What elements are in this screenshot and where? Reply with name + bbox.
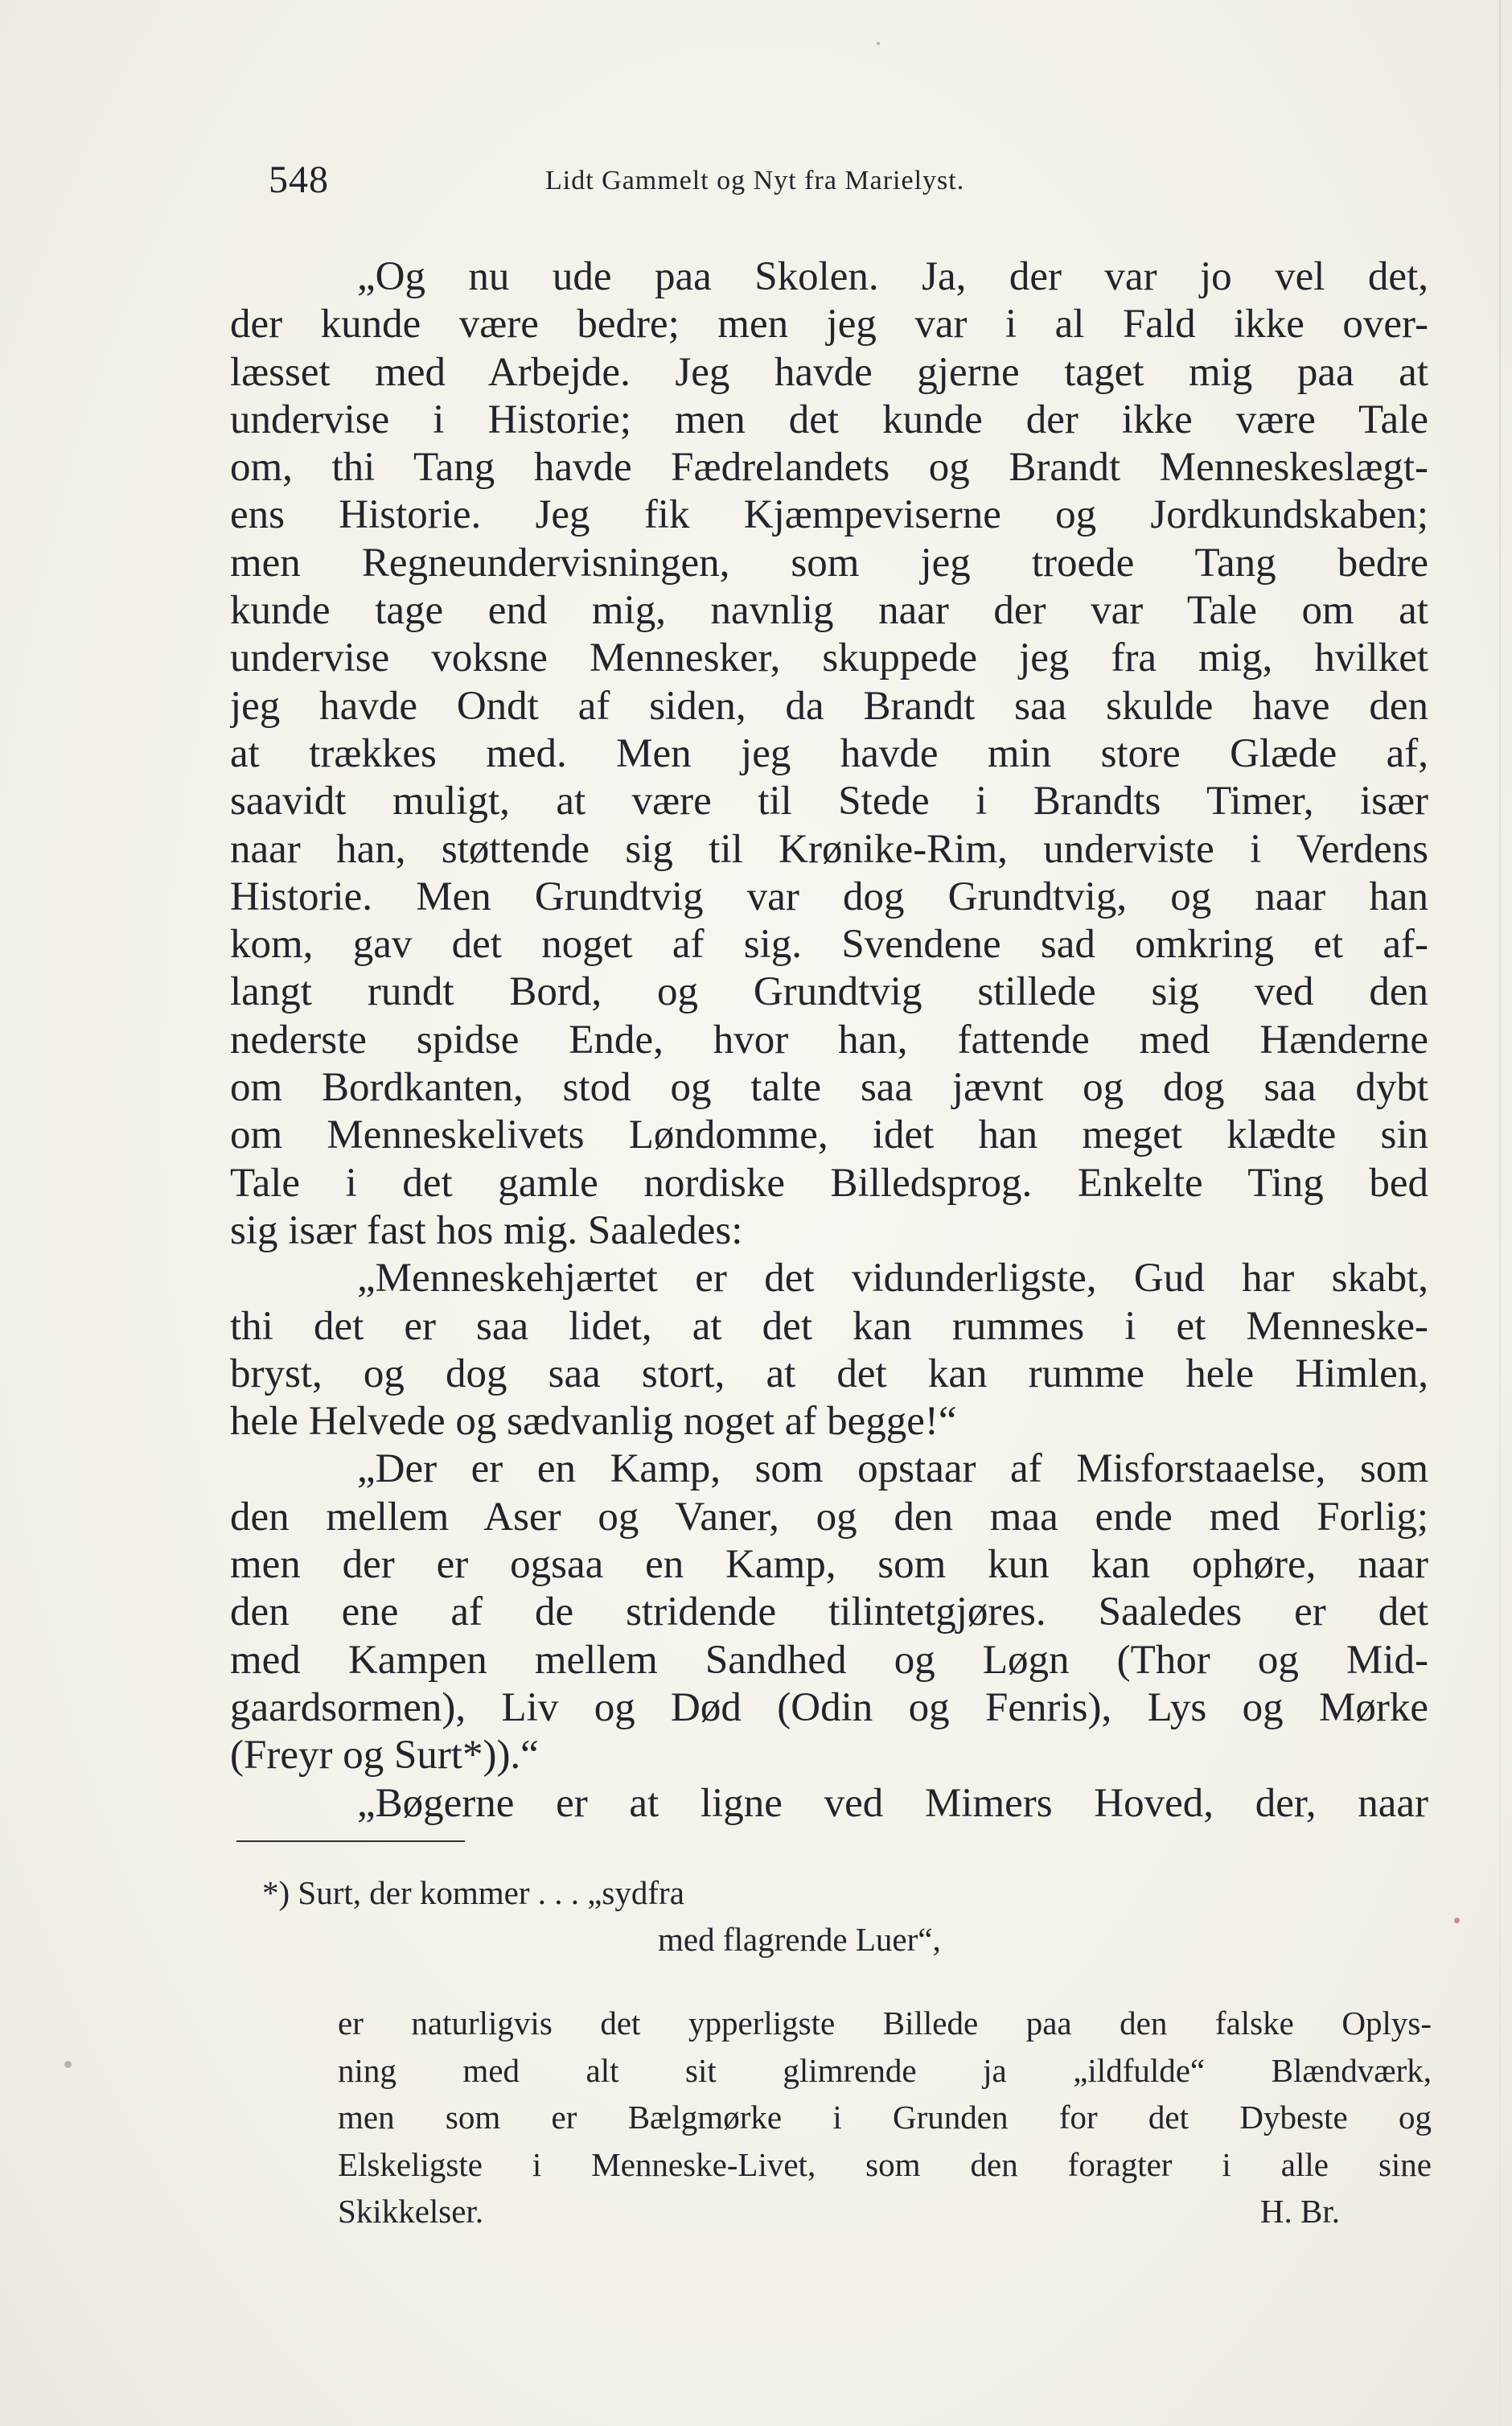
paper-speck bbox=[64, 2061, 72, 2068]
text-line: om Menneskelivets Løndomme, idet han meget klædte sin bbox=[230, 1112, 1428, 1158]
text-line: læsset med Arbejde. Jeg havde gjerne taget mig paa at bbox=[230, 349, 1428, 395]
footnote-body-line: Elskeligste i Menneske-Livet, som den foragter i alle sine bbox=[338, 2145, 1432, 2183]
text-line: kom, gav det noget af sig. Svendene sad omkring et af- bbox=[230, 922, 1428, 968]
text-line: om, thi Tang havde Fædrelandets og Brandt Menneskeslægt- bbox=[230, 445, 1428, 491]
text-line: bryst, og dog saa stort, at det kan rumme hele Himlen, bbox=[230, 1351, 1428, 1396]
text-line: naar han, støttende sig til Krønike-Rim, underviste i Verdens bbox=[230, 826, 1428, 872]
footnote-body bbox=[338, 2000, 1432, 2235]
text-line: om Bordkanten, stod og talte saa jævnt og dog saa dybt bbox=[230, 1065, 1428, 1111]
text-line: ens Historie. Jeg fik Kjæmpeviserne og Jordkundskaben; bbox=[230, 492, 1428, 538]
text-line: saavidt muligt, at være til Stede i Brandts Timer, især bbox=[230, 779, 1428, 824]
text-line: Tale i det gamle nordiske Billedsprog. Enkelte Ting bed bbox=[230, 1160, 1428, 1206]
paper-speck bbox=[877, 42, 880, 45]
footnote bbox=[262, 1869, 1436, 1963]
footnote-body-line: ning med alt sit glimrende ja „ildfulde“ Blændværk, bbox=[338, 2051, 1432, 2089]
text-line: gaardsormen), Liv og Død (Odin og Fenris), Lys og Mørke bbox=[230, 1684, 1428, 1730]
text-line: thi det er saa lidet, at det kan rummes i et Menneske- bbox=[230, 1303, 1428, 1349]
text-line: „Og nu ude paa Skolen. Ja, der var jo vel det, bbox=[357, 254, 1428, 299]
footnote-last-word: Skikkelser. bbox=[338, 2193, 484, 2230]
main-text-block bbox=[230, 253, 1428, 1828]
running-title: Lidt Gammelt og Nyt fra Marielyst. bbox=[545, 166, 965, 195]
footnote-body-line: er naturligvis det ypperligste Billede paa den falske Oplys- bbox=[338, 2005, 1432, 2042]
footnote-signature: H. Br. bbox=[1259, 2193, 1340, 2230]
footnote-first-line: *) Surt, der kommer . . . „sydfra bbox=[262, 1874, 684, 1911]
page-edge-line bbox=[1499, 0, 1501, 2426]
text-line: langt rundt Bord, og Grundtvig stillede sig ved den bbox=[230, 969, 1428, 1015]
text-line: kunde tage end mig, navnlig naar der var Tale om at bbox=[230, 588, 1428, 634]
text-line: „Der er en Kamp, som opstaar af Misforstaaelse, som bbox=[357, 1446, 1428, 1492]
text-line: den mellem Aser og Vaner, og den maa ende med Forlig; bbox=[230, 1494, 1428, 1540]
text-line: hele Helvede og sædvanlig noget af begge!“ bbox=[230, 1399, 957, 1445]
text-line: jeg havde Ondt af siden, da Brandt saa skulde have den bbox=[230, 683, 1428, 729]
text-line: sig især fast hos mig. Saaledes: bbox=[230, 1207, 743, 1253]
text-line: den ene af de stridende tilintetgjøres. Saaledes er det bbox=[230, 1589, 1428, 1635]
text-line: „Menneskehjærtet er det vidunderligste, Gud har skabt, bbox=[357, 1256, 1428, 1301]
text-line: at trækkes med. Men jeg havde min store Glæde af, bbox=[230, 730, 1428, 776]
text-line: undervise voksne Mennesker, skuppede jeg fra mig, hvilket bbox=[230, 635, 1428, 681]
paper-speck bbox=[1454, 1918, 1460, 1923]
footnote-quote-line: med flagrende Luer“, bbox=[658, 1921, 941, 1958]
text-line: nederste spidse Ende, hvor han, fattende med Hænderne bbox=[230, 1017, 1428, 1063]
text-line: men Regneundervisningen, som jeg troede Tang bedre bbox=[230, 540, 1428, 586]
footnote-body-line: men som er Bælgmørke i Grunden for det Dybeste og bbox=[338, 2099, 1432, 2136]
text-line: men der er ogsaa en Kamp, som kun kan ophøre, naar bbox=[230, 1542, 1428, 1588]
page-header bbox=[269, 158, 1427, 206]
text-line: undervise i Historie; men det kunde der ikke være Tale bbox=[230, 397, 1428, 442]
text-line: med Kampen mellem Sandhed og Løgn (Thor og Mid- bbox=[230, 1637, 1428, 1683]
text-line: Historie. Men Grundtvig var dog Grundtvig, og naar han bbox=[230, 874, 1428, 919]
text-line: (Freyr og Surt*)).“ bbox=[230, 1733, 539, 1778]
page-number: 548 bbox=[269, 158, 329, 201]
footnote-last-line bbox=[338, 2188, 1432, 2235]
text-line: der kunde være bedre; men jeg var i al Fald ikke over- bbox=[230, 302, 1428, 347]
text-line: „Bøgerne er at ligne ved Mimers Hoved, der, naar bbox=[357, 1780, 1428, 1826]
footnote-rule bbox=[236, 1840, 465, 1842]
